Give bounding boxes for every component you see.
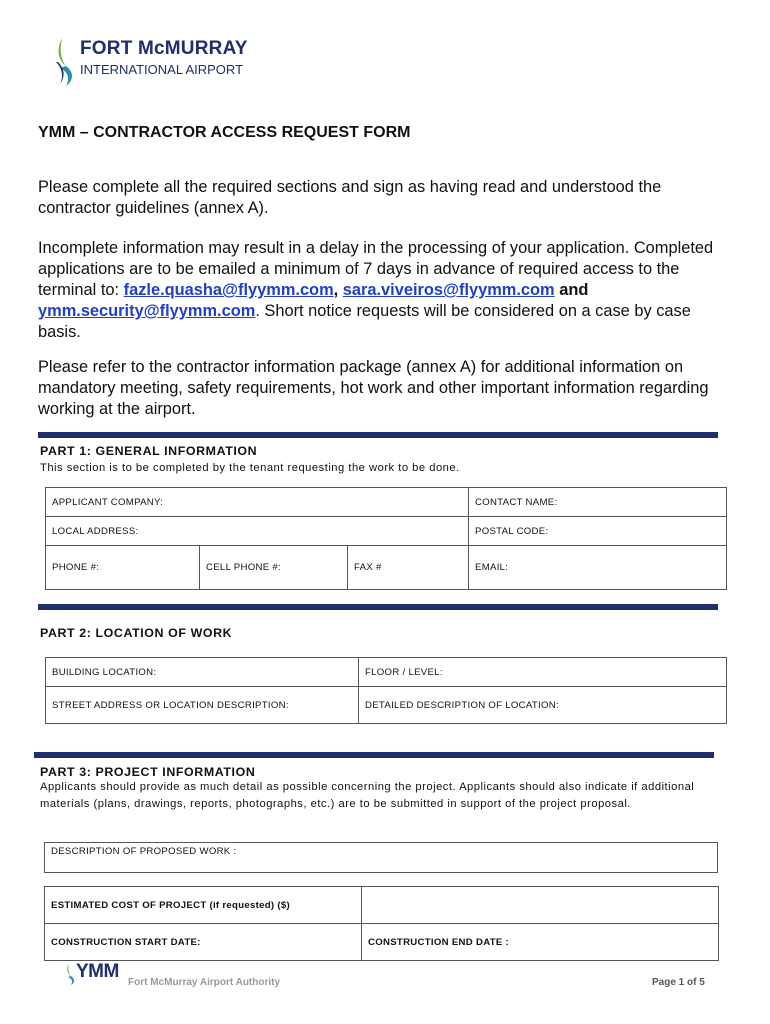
general-information-table — [45, 487, 727, 590]
airport-logo — [52, 36, 262, 88]
floor-level-field[interactable]: FLOOR / LEVEL: — [359, 658, 727, 687]
section-divider-part3 — [34, 752, 714, 758]
contact-name-field[interactable]: CONTACT NAME: — [469, 488, 727, 517]
footer-logo-text: YMM — [76, 961, 119, 982]
and-word: and — [559, 281, 589, 299]
estimated-cost-value[interactable] — [362, 887, 719, 924]
part3-title: PART 3: PROJECT INFORMATION — [40, 765, 256, 779]
email-field[interactable]: EMAIL: — [469, 546, 727, 590]
intro-paragraph-1: Please complete all the required sections and sign as having read and understood the contractor guidelines (annex A). — [38, 178, 662, 217]
intro-p2-text-a: Incomplete information may result in a delay in the processing of your application. Completed applications are to be emailed a minimum of 7 days in advance of required access to the terminal to: — [38, 239, 714, 299]
logo-line1: FORT McMURRAY — [80, 38, 248, 59]
intro-p2-text-b: . Short notice requests will be considered on a case by case basis. — [38, 302, 691, 341]
description-of-work-field[interactable]: DESCRIPTION OF PROPOSED WORK : — [45, 843, 718, 873]
cell-phone-field[interactable]: CELL PHONE #: — [200, 546, 348, 590]
logo-line2: INTERNATIONAL AIRPORT — [80, 62, 244, 77]
phone-field[interactable]: PHONE #: — [46, 546, 200, 590]
street-address-field[interactable]: STREET ADDRESS OR LOCATION DESCRIPTION: — [46, 687, 359, 724]
footer-logo — [64, 960, 124, 988]
airport-swoosh-icon — [52, 36, 78, 88]
construction-end-date-field[interactable]: CONSTRUCTION END DATE : — [362, 924, 719, 961]
description-table — [44, 842, 718, 873]
section-divider-part1 — [38, 432, 718, 438]
comma-separator: , — [333, 281, 343, 299]
email-link-sara[interactable]: sara.viveiros@flyymm.com — [342, 281, 555, 299]
intro-paragraph-2 — [38, 238, 728, 343]
location-of-work-table — [45, 657, 727, 724]
building-location-field[interactable]: BUILDING LOCATION: — [46, 658, 359, 687]
estimated-cost-field[interactable]: ESTIMATED COST OF PROJECT (if requested) ($) — [45, 887, 362, 924]
postal-code-field[interactable]: POSTAL CODE: — [469, 517, 727, 546]
form-title: YMM – CONTRACTOR ACCESS REQUEST FORM — [38, 124, 411, 141]
fax-field[interactable]: FAX # — [348, 546, 469, 590]
section-divider-part2 — [38, 604, 718, 610]
part3-subtitle: Applicants should provide as much detail as possible concerning the project. Applicants should also indicate if additional materials (plans, drawings, reports, photographs, etc.) are to be submitted in support of the project proposal. — [40, 781, 695, 810]
email-link-fazle[interactable]: fazle.quasha@flyymm.com — [123, 281, 334, 299]
construction-start-date-field[interactable]: CONSTRUCTION START DATE: — [45, 924, 362, 961]
page-number: Page 1 of 5 — [652, 977, 705, 988]
footer-authority: Fort McMurray Airport Authority — [128, 977, 281, 988]
footer-swoosh-icon — [64, 962, 76, 986]
part2-title: PART 2: LOCATION OF WORK — [40, 626, 233, 640]
project-cost-dates-table — [44, 886, 719, 961]
email-link-security[interactable]: ymm.security@flyymm.com — [38, 302, 256, 320]
part1-title: PART 1: GENERAL INFORMATION — [40, 444, 258, 458]
detailed-description-field[interactable]: DETAILED DESCRIPTION OF LOCATION: — [359, 687, 727, 724]
local-address-field[interactable]: LOCAL ADDRESS: — [46, 517, 469, 546]
applicant-company-field[interactable]: APPLICANT COMPANY: — [46, 488, 469, 517]
part1-subtitle: This section is to be completed by the tenant requesting the work to be done. — [40, 462, 460, 474]
intro-paragraph-3: Please refer to the contractor information package (annex A) for additional information on mandatory meeting, safety requirements, hot work and other important information regarding working at the airport. — [38, 358, 709, 418]
